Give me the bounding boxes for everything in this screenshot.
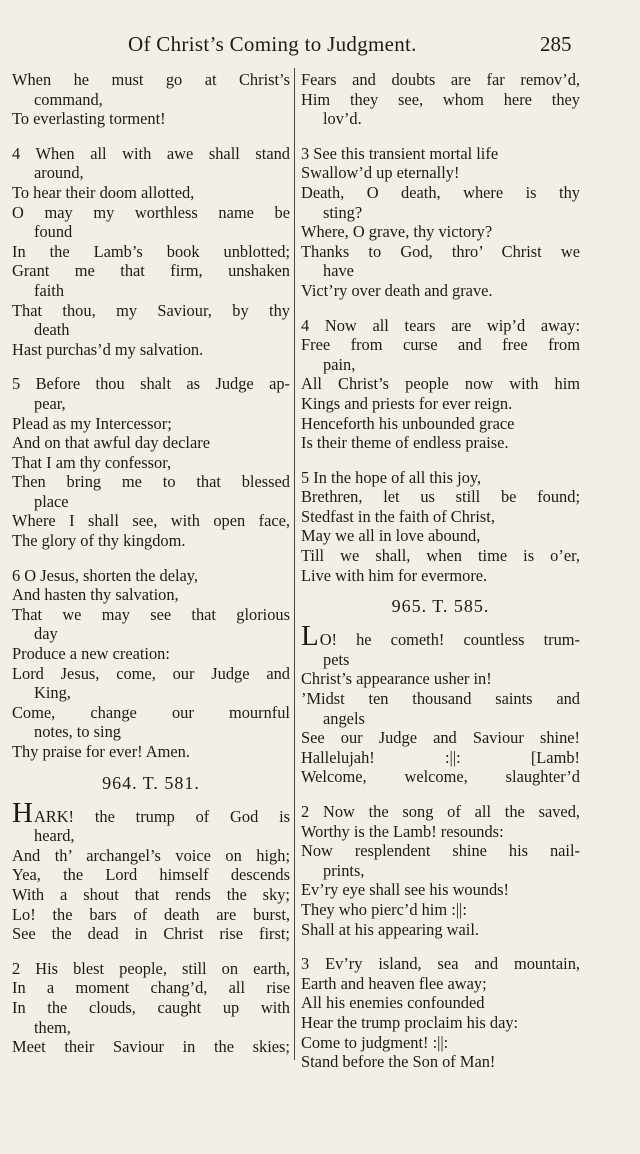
column-divider (294, 68, 295, 1060)
verse-line: Him they see, whom here they (301, 89, 580, 109)
verse-line: Hear the trump proclaim his day: (301, 1012, 519, 1032)
verse-line: Brethren, let us still be found; (301, 487, 580, 507)
verse-line: lov’d. (323, 109, 362, 129)
verse-line: Hast purchas’d my salvation. (12, 339, 204, 359)
verse-line: 2 His blest people, still on earth, (12, 958, 290, 978)
hymn-963-end (12, 70, 290, 762)
verse-line: Come to judgment! :||: (301, 1032, 449, 1052)
verse-line: Earth and heaven flee away; (301, 973, 487, 993)
verse-line: Death, O death, where is thy (301, 182, 580, 202)
verse-line: prints, (323, 860, 365, 880)
verse-line: Free from curse and free from (301, 335, 580, 355)
verse-line: Now resplendent shine his nail- (301, 841, 580, 861)
running-title: Of Christ’s Coming to Judgment. (128, 32, 417, 56)
verse-line: Live with him for evermore. (301, 565, 488, 585)
verse-line: When he must go at Christ’s (12, 70, 290, 89)
verse-line: In the clouds, caught up with (12, 997, 290, 1017)
verse-line: faith (34, 280, 65, 300)
verse-line: All his enemies confounded (301, 993, 485, 1013)
verse-line: Ev’ry eye shall see his wounds! (301, 880, 510, 900)
verse-line: Come, change our mournful (12, 702, 290, 722)
verse-line: Till we shall, when time is o’er, (301, 546, 580, 566)
verse-line: 6 O Jesus, shorten the delay, (12, 565, 199, 585)
verse-line: That we may see that glorious (12, 604, 290, 624)
stanza-gap (12, 551, 290, 566)
hymn-964-heading: 964. T. 581. (102, 772, 200, 793)
verse-line: To hear their doom allotted, (12, 182, 195, 202)
hymn-965-body (301, 650, 580, 1072)
verse-line: Fears and doubts are far remov’d, (301, 70, 580, 89)
hymn-964-continuation (301, 70, 580, 585)
verse-line: With a shout that rends the sky; (12, 884, 290, 904)
stanza-gap (301, 453, 580, 468)
verse-line: Meet their Saviour in the skies; (12, 1037, 290, 1057)
verse-line: Produce a new creation: (12, 644, 170, 664)
verse-line: Then bring me to that blessed (12, 472, 290, 492)
verse-line: May we all in love abound, (301, 526, 481, 546)
verse-line: That I am thy confessor, (12, 452, 172, 472)
verse-line: Stedfast in the faith of Christ, (301, 506, 495, 526)
right-column (301, 70, 580, 1072)
stanza-gap (301, 787, 580, 802)
verse-line: pets (323, 649, 350, 669)
verse-line: Thanks to God, thro’ Christ we (301, 241, 580, 261)
verse-line: Stand before the Son of Man! (301, 1052, 496, 1072)
verse-line: In a moment chang’d, all rise (12, 978, 290, 998)
verse-line: The glory of thy kingdom. (12, 531, 186, 551)
verse-line: Yea, the Lord himself descends (12, 865, 290, 885)
verse-line: place (34, 491, 69, 511)
verse-line: Hallelujah! :||: [Lamb! (301, 747, 580, 767)
verse-line: death (34, 320, 70, 340)
verse-line: angels (323, 708, 365, 728)
hymn-965-first-line (301, 620, 580, 653)
verse-line: Lord Jesus, come, our Judge and (12, 663, 290, 683)
drop-cap: L (301, 620, 320, 653)
verse-line: Welcome, welcome, slaughter’d (301, 767, 580, 787)
verse-line: Kings and priests for ever reign. (301, 393, 513, 413)
drop-cap: H (12, 796, 34, 829)
verse-line: 4 Now all tears are wip’d away: (301, 315, 580, 335)
verse-line: sting? (323, 202, 363, 222)
verse-line: They who pierc’d him :||: (301, 899, 467, 919)
verse-line: Christ’s appearance usher in! (301, 669, 492, 689)
verse-line: command, (34, 89, 103, 109)
stanza-gap (301, 939, 580, 954)
verse-line: have (323, 261, 354, 281)
hymn-964-first-line (12, 796, 290, 829)
verse-line: found (34, 222, 73, 242)
verse-line: Plead as my Intercessor; (12, 413, 172, 433)
verse-line: ’Midst ten thousand saints and (301, 689, 580, 709)
first-line-rest: O! he cometh! countless trum- (319, 630, 580, 650)
verse-line: Thy praise for ever! Amen. (12, 742, 190, 761)
verse-line: In the Lamb’s book unblotted; (12, 241, 290, 261)
left-column (12, 70, 290, 1057)
verse-line: All Christ’s people now with him (301, 374, 580, 394)
verse-line: pear, (34, 393, 66, 413)
verse-line: heard, (34, 826, 75, 846)
verse-line: Lo! the bars of death are burst, (12, 904, 290, 924)
verse-line: 2 Now the song of all the saved, (301, 802, 580, 821)
verse-line: 3 See this transient mortal life (301, 143, 499, 163)
stanza-gap (12, 944, 290, 959)
verse-line: To everlasting torment! (12, 109, 166, 129)
verse-line: Shall at his appearing wail. (301, 919, 479, 939)
verse-line: Vict’ry over death and grave. (301, 280, 493, 300)
hymn-964-body (12, 826, 290, 1057)
verse-line: 5 In the hope of all this joy, (301, 467, 482, 487)
hymn-965-heading: 965. T. 585. (391, 596, 490, 617)
verse-line: Swallow’d up eternally! (301, 163, 460, 183)
verse-line: King, (34, 683, 71, 703)
verse-line: notes, to sing (34, 722, 121, 742)
verse-line: O may my worthless name be (12, 202, 290, 222)
verse-line: pain, (323, 354, 356, 374)
verse-line: them, (34, 1017, 71, 1037)
verse-line: See our Judge and Saviour shine! (301, 728, 580, 748)
verse-line: Henceforth his unbounded grace (301, 413, 515, 433)
verse-line: Is their theme of endless praise. (301, 433, 509, 453)
stanza-gap (301, 129, 580, 144)
verse-line: That thou, my Saviour, by thy (12, 300, 290, 320)
verse-line: 4 When all with awe shall stand (12, 143, 290, 163)
stanza-gap (12, 129, 290, 144)
page-number: 285 (540, 32, 572, 56)
verse-line: And hasten thy salvation, (12, 585, 179, 605)
verse-line: And th’ archangel’s voice on high; (12, 845, 290, 865)
page-header (0, 30, 640, 62)
stanza-gap (12, 359, 290, 374)
first-line-rest: ARK! the trump of God is (33, 806, 290, 826)
verse-line: Where, O grave, thy victory? (301, 222, 493, 242)
verse-line: Worthy is the Lamb! resounds: (301, 821, 504, 841)
stanza-gap (301, 301, 580, 316)
verse-line: 5 Before thou shalt as Judge ap- (12, 374, 290, 394)
verse-line: 3 Ev’ry island, sea and mountain, (301, 954, 580, 974)
verse-line: Where I shall see, with open face, (12, 511, 290, 531)
verse-line: See the dead in Christ rise first; (12, 924, 290, 944)
verse-line: around, (34, 163, 84, 183)
verse-line: Grant me that firm, unshaken (12, 261, 290, 281)
verse-line: And on that awful day declare (12, 433, 210, 453)
verse-line: day (34, 624, 58, 644)
